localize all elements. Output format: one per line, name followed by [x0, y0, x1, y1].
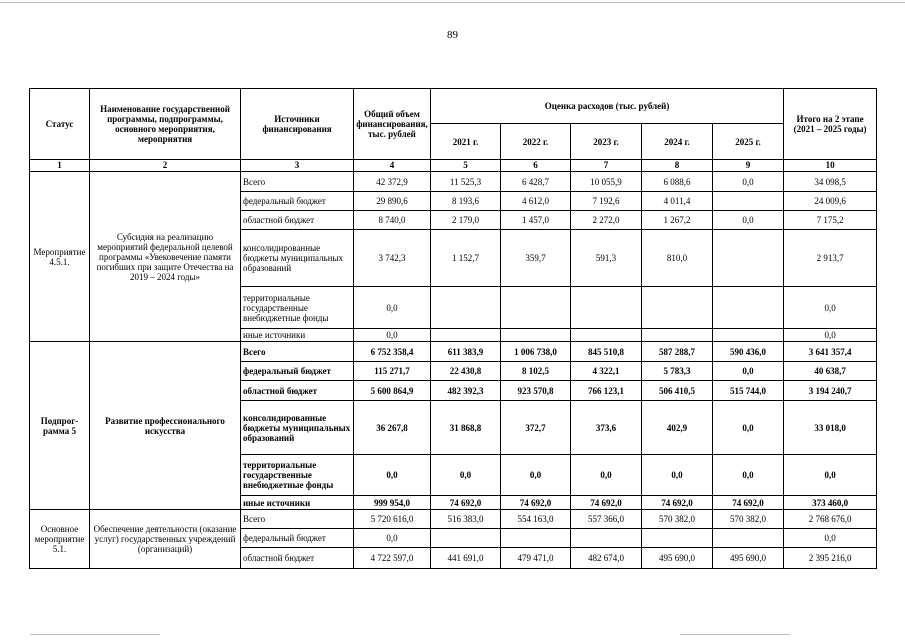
funding-source-cell: консолидированные бюджеты муниципальных образований — [241, 401, 354, 455]
amount-cell: 0,0 — [354, 287, 431, 329]
header-year: 2021 г. — [431, 124, 501, 160]
funding-source-cell: Всего — [241, 510, 354, 529]
amount-cell: 24 009,6 — [784, 192, 877, 211]
amount-cell — [642, 529, 713, 548]
amount-cell: 0,0 — [431, 455, 501, 496]
amount-cell: 5 720 616,0 — [354, 510, 431, 529]
column-index: 3 — [241, 160, 354, 172]
funding-source-cell: Всего — [241, 342, 354, 362]
funding-source-cell: областной бюджет — [241, 548, 354, 569]
amount-cell: 570 382,0 — [642, 510, 713, 529]
amount-cell: 373,6 — [571, 401, 642, 455]
amount-cell: 441 691,0 — [431, 548, 501, 569]
amount-cell: 0,0 — [784, 287, 877, 329]
amount-cell: 766 123,1 — [571, 381, 642, 401]
amount-cell: 516 383,0 — [431, 510, 501, 529]
sections-body — [30, 172, 877, 569]
amount-cell: 1 152,7 — [431, 230, 501, 287]
amount-cell: 479 471,0 — [501, 548, 571, 569]
header-name: Наименование государственной программы, подпрограммы, основного мероприятия, мероприятия — [90, 89, 241, 160]
amount-cell: 36 267,8 — [354, 401, 431, 455]
amount-cell: 482 392,3 — [431, 381, 501, 401]
measure-name-cell: Развитие профессионального искусства — [90, 342, 241, 510]
amount-cell: 0,0 — [713, 172, 784, 192]
funding-source-cell: федеральный бюджет — [241, 192, 354, 211]
amount-cell: 0,0 — [501, 455, 571, 496]
amount-cell: 0,0 — [571, 455, 642, 496]
funding-source-cell: территориальные государственные внебюджетные фонды — [241, 287, 354, 329]
amount-cell — [431, 529, 501, 548]
column-index: 7 — [571, 160, 642, 172]
measure-name-cell: Обеспечение деятельности (оказание услуг) государственных учреждений (организаций) — [90, 510, 241, 569]
amount-cell — [571, 287, 642, 329]
amount-cell: 10 055,9 — [571, 172, 642, 192]
amount-cell: 115 271,7 — [354, 362, 431, 381]
table-row — [30, 342, 877, 362]
status-cell: Подпрог-рамма 5 — [30, 342, 90, 510]
scan-artifact-bottom-right — [680, 634, 790, 635]
header-year: 2025 г. — [713, 124, 784, 160]
amount-cell: 495 690,0 — [642, 548, 713, 569]
amount-cell: 8 193,6 — [431, 192, 501, 211]
amount-cell: 515 744,0 — [713, 381, 784, 401]
amount-cell: 570 382,0 — [713, 510, 784, 529]
column-index: 8 — [642, 160, 713, 172]
amount-cell: 3 641 357,4 — [784, 342, 877, 362]
amount-cell: 0,0 — [354, 329, 431, 342]
amount-cell: 495 690,0 — [713, 548, 784, 569]
column-index: 10 — [784, 160, 877, 172]
amount-cell — [501, 529, 571, 548]
amount-cell: 22 430,8 — [431, 362, 501, 381]
column-index: 6 — [501, 160, 571, 172]
amount-cell: 506 410,5 — [642, 381, 713, 401]
amount-cell: 0,0 — [713, 362, 784, 381]
amount-cell: 74 692,0 — [571, 496, 642, 510]
amount-cell: 611 383,9 — [431, 342, 501, 362]
amount-cell: 372,7 — [501, 401, 571, 455]
amount-cell: 8 102,5 — [501, 362, 571, 381]
amount-cell: 0,0 — [354, 455, 431, 496]
header-sources: Источники финансирования — [241, 89, 354, 160]
amount-cell: 7 192,6 — [571, 192, 642, 211]
scan-artifact-top — [0, 2, 905, 3]
amount-cell: 6 088,6 — [642, 172, 713, 192]
amount-cell: 557 366,0 — [571, 510, 642, 529]
table-row — [30, 510, 877, 529]
header-stage-total: Итого на 2 этапе (2021 – 2025 годы) — [784, 89, 877, 160]
column-index: 9 — [713, 160, 784, 172]
funding-source-cell: федеральный бюджет — [241, 529, 354, 548]
amount-cell: 845 510,8 — [571, 342, 642, 362]
header-total: Общий объем финансирования, тыс. рублей — [354, 89, 431, 160]
amount-cell: 7 175,2 — [784, 211, 877, 230]
amount-cell — [713, 230, 784, 287]
amount-cell — [642, 287, 713, 329]
amount-cell: 2 272,0 — [571, 211, 642, 230]
amount-cell: 554 163,0 — [501, 510, 571, 529]
amount-cell: 2 768 676,0 — [784, 510, 877, 529]
amount-cell: 0,0 — [713, 211, 784, 230]
amount-cell — [571, 329, 642, 342]
header-estimate: Оценка расходов (тыс. рублей) — [431, 89, 784, 124]
amount-cell: 1 457,0 — [501, 211, 571, 230]
funding-source-cell: иные источники — [241, 496, 354, 510]
amount-cell: 74 692,0 — [713, 496, 784, 510]
amount-cell: 40 638,7 — [784, 362, 877, 381]
amount-cell: 4 322,1 — [571, 362, 642, 381]
amount-cell: 2 395 216,0 — [784, 548, 877, 569]
status-cell: Мероприятие 4.5.1. — [30, 172, 90, 342]
amount-cell — [431, 329, 501, 342]
header-status: Статус — [30, 89, 90, 160]
amount-cell: 359,7 — [501, 230, 571, 287]
column-index-row — [30, 160, 877, 172]
table-row — [30, 172, 877, 192]
amount-cell — [713, 192, 784, 211]
amount-cell: 999 954,0 — [354, 496, 431, 510]
measure-name-cell: Субсидия на реализацию мероприятий федеральной целевой программы «Увековечение памяти погибших при защите Отечества на 2019 – 2024 годы» — [90, 172, 241, 342]
amount-cell: 8 740,0 — [354, 211, 431, 230]
amount-cell — [642, 329, 713, 342]
amount-cell: 4 612,0 — [501, 192, 571, 211]
amount-cell — [713, 529, 784, 548]
amount-cell: 810,0 — [642, 230, 713, 287]
amount-cell — [713, 329, 784, 342]
amount-cell: 482 674,0 — [571, 548, 642, 569]
amount-cell: 2 179,0 — [431, 211, 501, 230]
amount-cell: 33 018,0 — [784, 401, 877, 455]
amount-cell: 3 194 240,7 — [784, 381, 877, 401]
header-year: 2023 г. — [571, 124, 642, 160]
amount-cell: 29 890,6 — [354, 192, 431, 211]
amount-cell: 31 868,8 — [431, 401, 501, 455]
funding-source-cell: консолидированные бюджеты муниципальных образований — [241, 230, 354, 287]
amount-cell — [431, 287, 501, 329]
amount-cell: 0,0 — [784, 529, 877, 548]
amount-cell: 590 436,0 — [713, 342, 784, 362]
budget-table — [29, 88, 877, 569]
column-index: 5 — [431, 160, 501, 172]
amount-cell: 591,3 — [571, 230, 642, 287]
amount-cell: 402,9 — [642, 401, 713, 455]
funding-source-cell: федеральный бюджет — [241, 362, 354, 381]
amount-cell: 0,0 — [642, 455, 713, 496]
amount-cell: 74 692,0 — [431, 496, 501, 510]
amount-cell: 0,0 — [354, 529, 431, 548]
column-index: 4 — [354, 160, 431, 172]
amount-cell: 3 742,3 — [354, 230, 431, 287]
amount-cell: 0,0 — [713, 455, 784, 496]
amount-cell — [713, 287, 784, 329]
amount-cell: 2 913,7 — [784, 230, 877, 287]
amount-cell: 923 570,8 — [501, 381, 571, 401]
amount-cell — [501, 287, 571, 329]
amount-cell: 587 288,7 — [642, 342, 713, 362]
amount-cell: 5 600 864,9 — [354, 381, 431, 401]
amount-cell: 42 372,9 — [354, 172, 431, 192]
scan-artifact-bottom — [30, 634, 160, 635]
funding-source-cell: территориальные государственные внебюджетные фонды — [241, 455, 354, 496]
header-year: 2024 г. — [642, 124, 713, 160]
amount-cell: 4 011,4 — [642, 192, 713, 211]
amount-cell: 4 722 597,0 — [354, 548, 431, 569]
amount-cell: 373 460,0 — [784, 496, 877, 510]
amount-cell: 1 006 738,0 — [501, 342, 571, 362]
amount-cell: 74 692,0 — [501, 496, 571, 510]
page-number: 89 — [447, 29, 458, 41]
amount-cell: 11 525,3 — [431, 172, 501, 192]
column-index: 2 — [90, 160, 241, 172]
amount-cell: 5 783,3 — [642, 362, 713, 381]
amount-cell — [501, 329, 571, 342]
header-year: 2022 г. — [501, 124, 571, 160]
funding-source-cell: Всего — [241, 172, 354, 192]
amount-cell: 0,0 — [784, 455, 877, 496]
amount-cell: 0,0 — [713, 401, 784, 455]
funding-source-cell: областной бюджет — [241, 211, 354, 230]
amount-cell: 74 692,0 — [642, 496, 713, 510]
funding-source-cell: иные источники — [241, 329, 354, 342]
column-index: 1 — [30, 160, 90, 172]
amount-cell: 34 098,5 — [784, 172, 877, 192]
amount-cell: 0,0 — [784, 329, 877, 342]
amount-cell: 6 428,7 — [501, 172, 571, 192]
status-cell: Основное мероприятие 5.1. — [30, 510, 90, 569]
funding-source-cell: областной бюджет — [241, 381, 354, 401]
amount-cell: 6 752 358,4 — [354, 342, 431, 362]
amount-cell: 1 267,2 — [642, 211, 713, 230]
amount-cell — [571, 529, 642, 548]
